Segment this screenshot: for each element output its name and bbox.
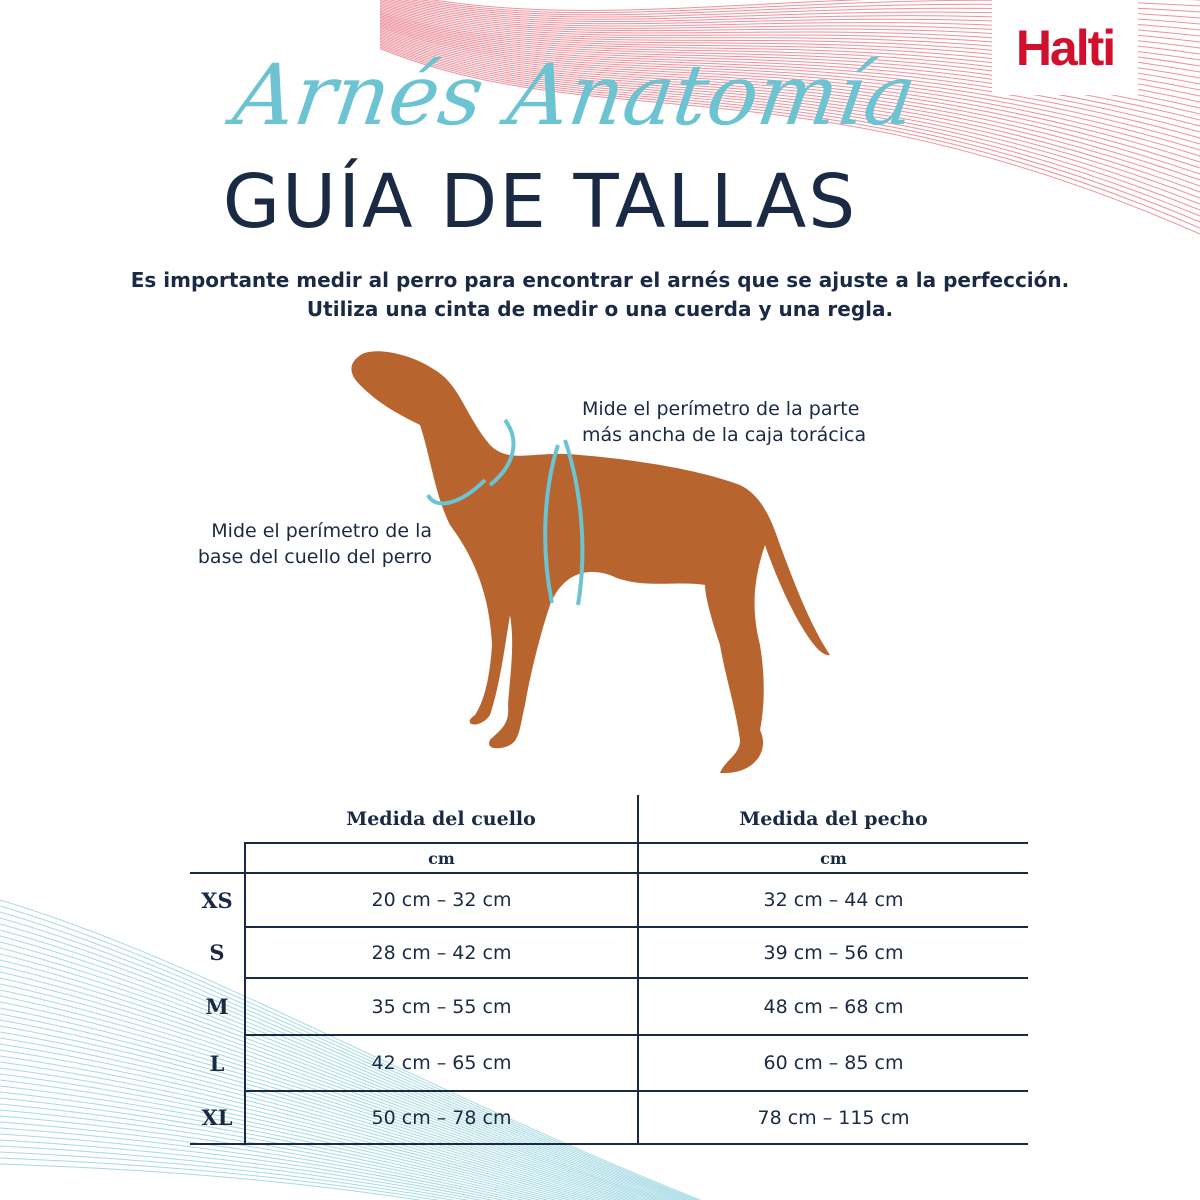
neck-range: 35 cm – 55 cm (245, 978, 638, 1035)
chest-unit: cm (638, 843, 1028, 873)
halti-logo (992, 0, 1138, 95)
chest-range: 78 cm – 115 cm (638, 1091, 1028, 1144)
chest-measure-note (582, 396, 962, 448)
chest-range: 32 cm – 44 cm (638, 873, 1028, 927)
table-row (190, 873, 1028, 927)
neck-range: 20 cm – 32 cm (245, 873, 638, 927)
intro-text (10, 266, 1190, 324)
size-label: S (190, 927, 245, 978)
table-row (190, 927, 1028, 978)
note-line: base del cuello del perro (197, 546, 432, 568)
neck-range: 50 cm – 78 cm (245, 1091, 638, 1144)
note-line: Mide el perímetro de la parte (582, 398, 860, 420)
table-row (190, 1035, 1028, 1091)
chest-range: 39 cm – 56 cm (638, 927, 1028, 978)
size-label: L (190, 1035, 245, 1091)
neck-range: 42 cm – 65 cm (245, 1035, 638, 1091)
intro-line: Es importante medir al perro para encontrar el arnés que se ajuste a la perfección. (130, 268, 1070, 292)
neck-unit: cm (245, 843, 638, 873)
neck-range: 28 cm – 42 cm (245, 927, 638, 978)
note-line: Mide el perímetro de la (211, 520, 432, 542)
chest-column-header: Medida del pecho (638, 795, 1028, 843)
chest-range: 48 cm – 68 cm (638, 978, 1028, 1035)
intro-line: Utiliza una cinta de medir o una cuerda y una regla. (306, 297, 894, 321)
size-label: XS (190, 873, 245, 927)
size-table (190, 795, 1028, 1145)
neck-measure-note (130, 518, 432, 570)
note-line: más ancha de la caja torácica (582, 424, 867, 446)
size-label: XL (190, 1091, 245, 1144)
chest-range: 60 cm – 85 cm (638, 1035, 1028, 1091)
page-title: GUÍA DE TALLAS (222, 159, 858, 245)
table-row (190, 978, 1028, 1035)
table-row (190, 1091, 1028, 1144)
size-label: M (190, 978, 245, 1035)
logo-text: Halti (1015, 19, 1115, 76)
neck-column-header: Medida del cuello (245, 795, 638, 843)
product-name-title: Arnés Anatomía (228, 46, 922, 144)
